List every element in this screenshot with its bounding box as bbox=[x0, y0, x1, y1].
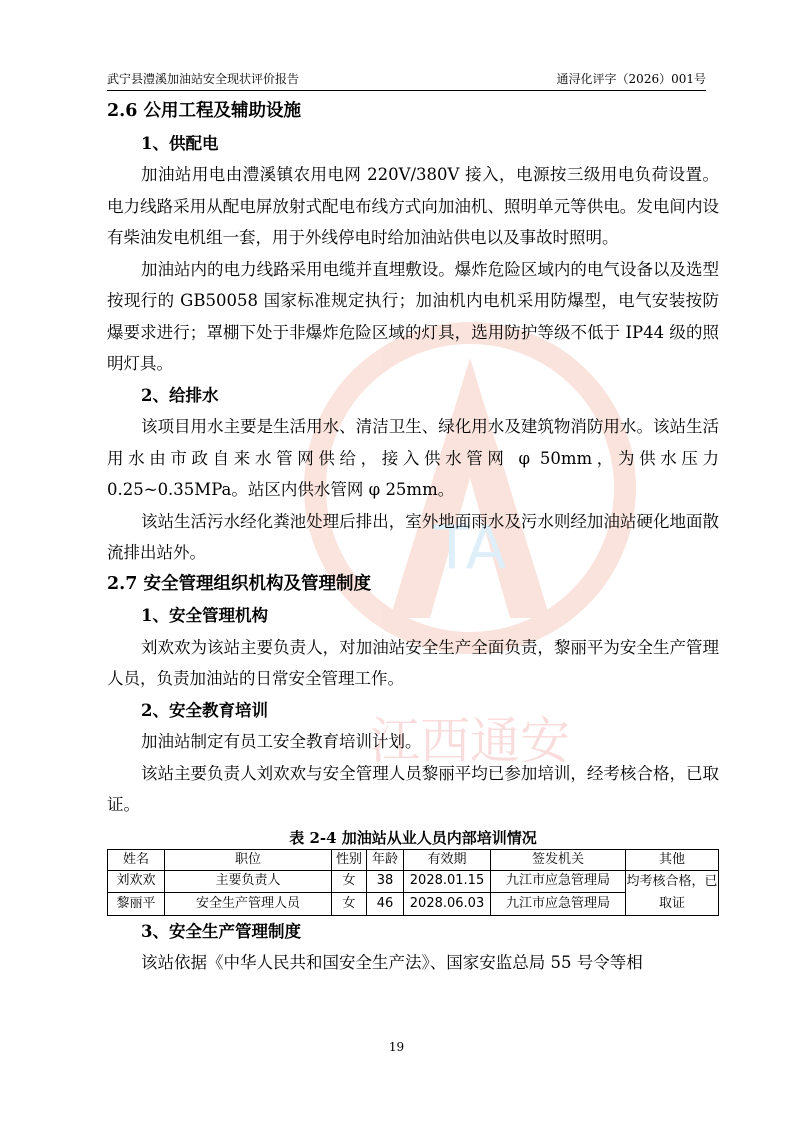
subsection-water-title: 2、给排水 bbox=[141, 385, 219, 405]
cell-age: 38 bbox=[367, 870, 404, 893]
paragraph: 加油站制定有员工安全教育培训计划。 bbox=[141, 732, 422, 751]
subsection-power-title: 1、供配电 bbox=[141, 133, 219, 153]
header-doc-number: 通浔化评字（2026）001号 bbox=[556, 72, 706, 86]
page-header bbox=[107, 70, 706, 91]
table-caption: 表 2-4 加油站从业人员内部培训情况 bbox=[289, 828, 537, 847]
cell-name: 黎丽平 bbox=[108, 893, 165, 916]
training-table bbox=[107, 849, 719, 916]
cell-position: 主要负责人 bbox=[165, 870, 332, 893]
watermark-text: 江西通安 bbox=[370, 712, 570, 770]
section-2-7-title: 2.7 安全管理组织机构及管理制度 bbox=[107, 573, 372, 594]
cell-position: 安全生产管理人员 bbox=[165, 893, 332, 916]
section-2-6-title: 2.6 公用工程及辅助设施 bbox=[107, 101, 302, 121]
cell-gender: 女 bbox=[332, 893, 367, 916]
table-row bbox=[108, 870, 719, 893]
cell-gender: 女 bbox=[332, 870, 367, 893]
cell-name: 刘欢欢 bbox=[108, 870, 165, 893]
page-number: 19 bbox=[388, 1040, 405, 1054]
paragraph: 刘欢欢为该站主要负责人，对加油站安全生产全面负责，黎丽平为安全生产管理人员，负责加油站的日常安全管理工作。 bbox=[107, 637, 719, 688]
paragraph: 加油站用电由澧溪镇农用电网 220V/380V 接入，电源按三级用电负荷设置。电力线路采用从配电屏放射式配电布线方式向加油机、照明单元等供电。发电间内设有柴油发电机组一套，用于外线停电时给加油站供电以及事故时照明。 bbox=[107, 165, 719, 247]
subsection-rules-title: 3、安全生产管理制度 bbox=[141, 921, 301, 941]
paragraph: 该站依据《中华人民共和国安全生产法》、国家安监总局 55 号令等相 bbox=[141, 953, 643, 972]
paragraph: 该站主要负责人刘欢欢与安全管理人员黎丽平均已参加培训，经考核合格，已取证。 bbox=[107, 763, 719, 814]
paragraph: 该项目用水主要是生活用水、清洁卫生、绿化用水及建筑物消防用水。该站生活用水由市政自来水管网供给，接入供水管网 φ 50mm，为供水压力 0.25~0.35MPa。站区内供水管网 φ 25mm。 bbox=[107, 417, 719, 499]
col-header: 性别 bbox=[332, 849, 367, 870]
subsection-training-title: 2、安全教育培训 bbox=[141, 700, 268, 720]
cell-issuer: 九江市应急管理局 bbox=[491, 870, 626, 893]
page-body bbox=[107, 96, 719, 979]
col-header: 职位 bbox=[165, 849, 332, 870]
cell-expiry: 2028.06.03 bbox=[404, 893, 491, 916]
col-header: 其他 bbox=[626, 849, 719, 870]
cell-age: 46 bbox=[367, 893, 404, 916]
header-title: 武宁县澧溪加油站安全现状评价报告 bbox=[107, 72, 300, 86]
subsection-org-title: 1、安全管理机构 bbox=[141, 606, 268, 625]
table-header-row bbox=[108, 849, 719, 870]
paragraph: 该站生活污水经化粪池处理后排出，室外地面雨水及污水则经加油站硬化地面散流排出站外。 bbox=[107, 511, 719, 562]
col-header: 姓名 bbox=[108, 849, 165, 870]
col-header: 签发机关 bbox=[491, 849, 626, 870]
col-header: 有效期 bbox=[404, 849, 491, 870]
watermark-letters: TA bbox=[433, 513, 507, 583]
cell-expiry: 2028.01.15 bbox=[404, 870, 491, 893]
cell-other: 均考核合格，已取证 bbox=[626, 870, 719, 915]
cell-issuer: 九江市应急管理局 bbox=[491, 893, 626, 916]
paragraph: 加油站内的电力线路采用电缆并直埋敷设。爆炸危险区域内的电气设备以及选型按现行的 GB50058 国家标准规定执行；加油机内电机采用防爆型，电气安装按防爆要求进行；罩棚下处于非爆炸危险区域的灯具，选用防护等级不低于 IP44 级的照明灯具。 bbox=[107, 259, 719, 373]
col-header: 年龄 bbox=[367, 849, 404, 870]
